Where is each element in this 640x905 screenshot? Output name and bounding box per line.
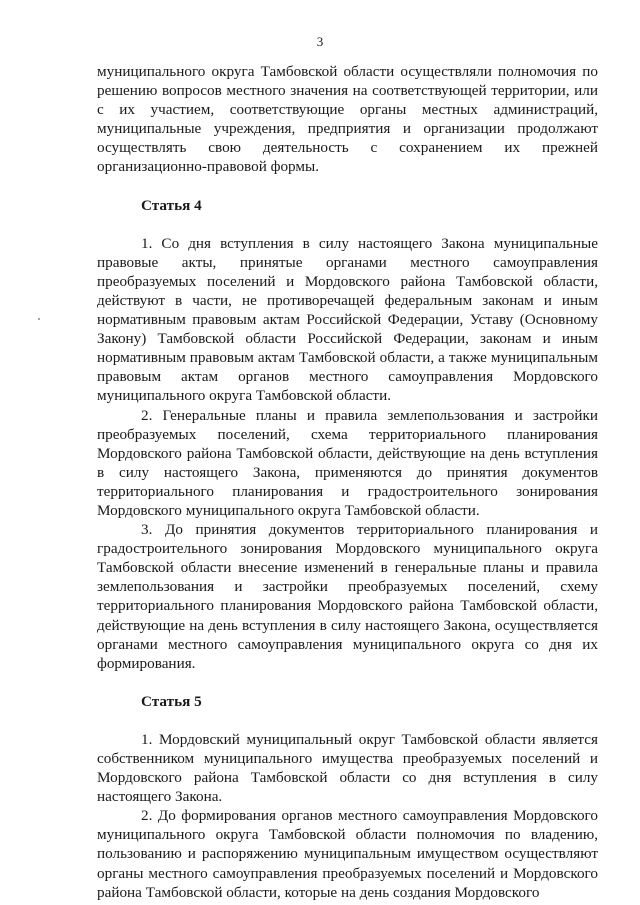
spacer [97, 177, 598, 196]
article-5-paragraph-2: 2. До формирования органов местного самоуправления Мордовского муниципального округа Тамбовской области полномочия по владению, пользованию и распоряжению муниципальным имуществом осуществляют органы местного самоуправления преобразуемых поселений и Мордовского района Тамбовской области, которые на день создания Мордовского [97, 807, 598, 901]
article-4-paragraph-1: 1. Со дня вступления в силу настоящего Закона муниципальные правовые акты, принятые органами местного самоуправления преобразуемых поселений и Мордовского района Тамбовской области, действуют в части, не противоречащей федеральным законам и иным нормативным правовым актам Российской Федерации, Уставу (Основному Закону) Тамбовской области Российской Федерации, законам и иным нормативным правовым актам Тамбовской области, а также муниципальным правовым актам органов местного самоуправления Мордовского муниципального округа Тамбовской области. [97, 234, 598, 405]
article-4-paragraph-2: 2. Генеральные планы и правила землепользования и застройки преобразуемых поселений, схема территориального планирования Мордовского района Тамбовской области, действующие на день вступления в силу настоящего Закона, применяются до принятия документов территориального планирования и градостроительного зонирования Мордовского муниципального округа Тамбовской области. [97, 406, 598, 519]
article-4-heading: Статья 4 [141, 196, 202, 214]
intro-paragraph: муниципального округа Тамбовской области осуществляли полномочия по решению вопросов местного значения на соответствующей территории, или с их участием, соответствующие органы местных администраций, муниципальные учреждения, предприятия и организации продолжают осуществлять свою деятельность с сохранением их прежней организационно-правовой формы. [97, 63, 598, 176]
spacer [97, 711, 598, 730]
spacer [97, 215, 598, 234]
article-5-paragraph-1: 1. Мордовский муниципальный округ Тамбовской области является собственником муниципального имущества преобразуемых поселений и Мордовского района Тамбовской области со дня вступления в силу настоящего Закона. [97, 730, 598, 806]
article-4-paragraph-3: 3. До принятия документов территориального планирования и градостроительного зонирования Мордовского муниципального округа Тамбовской области внесение изменений в генеральные планы и правила землепользования и застройки преобразуемых поселений, схему территориального планирования Мордовского района Тамбовской области, действующие на день вступления в силу настоящего Закона, осуществляется органами местного самоуправления муниципального округа со дня их формирования. [97, 521, 598, 672]
margin-mark [38, 318, 40, 320]
document-body [97, 62, 598, 902]
article-5-heading: Статья 5 [141, 692, 202, 710]
page-number: 3 [316, 34, 324, 49]
spacer [97, 673, 598, 692]
